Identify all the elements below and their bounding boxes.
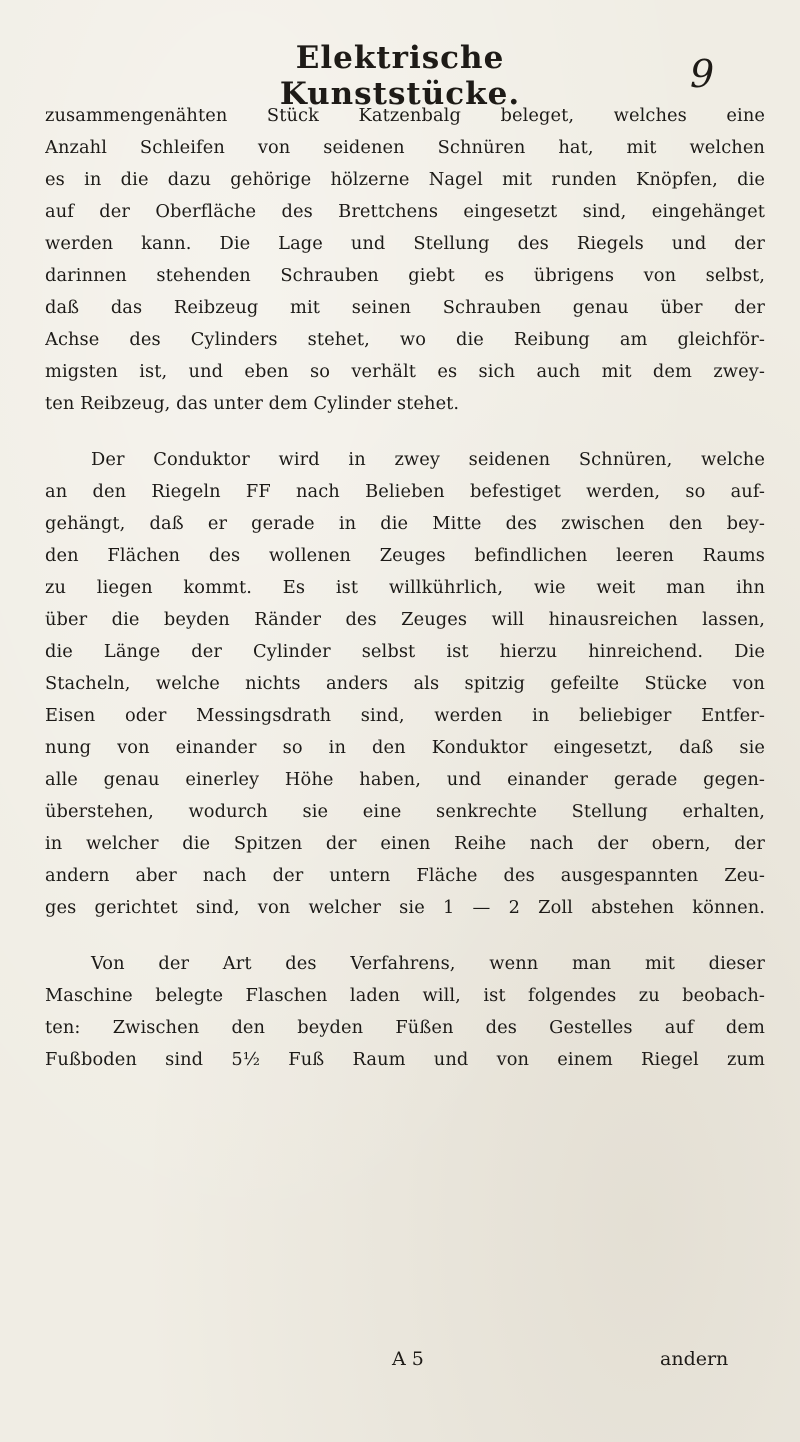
text-line: den Flächen des wollenen Zeuges befindlichen leeren Raums (45, 545, 765, 566)
body-text (45, 100, 765, 1076)
running-title: Elektrische Kunststücke. (279, 40, 521, 112)
paragraph-2 (45, 444, 765, 924)
text-line: ten Reibzeug, das unter dem Cylinder stehet. (45, 393, 460, 414)
text-line: Anzahl Schleifen von seidenen Schnüren hat, mit welchen (45, 137, 765, 158)
text-line: Stacheln, welche nichts anders als spitzig gefeilte Stücke von (45, 673, 765, 694)
text-line: nung von einander so in den Konduktor eingesetzt, daß sie (45, 737, 765, 758)
text-line: andern aber nach der untern Fläche des ausgespannten Zeu- (45, 865, 765, 886)
text-line: ges gerichtet sind, von welcher sie 1 — 2 Zoll abstehen können. (45, 897, 765, 918)
text-line: daß das Reibzeug mit seinen Schrauben genau über der (45, 297, 765, 318)
catchword: andern (660, 1348, 729, 1370)
text-line: migsten ist, und eben so verhält es sich auch mit dem zwey- (45, 361, 765, 382)
paragraph-gap (45, 420, 765, 444)
text-line: Fußboden sind 5½ Fuß Raum und von einem Riegel zum (45, 1049, 765, 1070)
text-line: über die beyden Ränder des Zeuges will hinausreichen lassen, (45, 609, 765, 630)
paragraph-1 (45, 100, 765, 420)
text-line: darinnen stehenden Schrauben giebt es übrigens von selbst, (45, 265, 765, 286)
text-line: auf der Oberfläche des Brettchens eingesetzt sind, eingehänget (45, 201, 765, 222)
paragraph-3 (45, 948, 765, 1076)
text-line: zusammengenähten Stück Katzenbalg beleget, welches eine (45, 105, 765, 126)
page-number: 9 (690, 52, 715, 96)
text-line: Maschine belegte Flaschen laden will, ist folgendes zu beobach- (45, 985, 765, 1006)
text-line: überstehen, wodurch sie eine senkrechte Stellung erhalten, (45, 801, 765, 822)
paragraph-gap (45, 924, 765, 948)
text-line: werden kann. Die Lage und Stellung des Riegels und der (45, 233, 765, 254)
text-line: Der Conduktor wird in zwey seidenen Schnüren, welche (91, 449, 765, 470)
footer (0, 1348, 800, 1388)
signature-mark: A 5 (392, 1348, 424, 1370)
text-line: alle genau einerley Höhe haben, und einander gerade gegen- (45, 769, 765, 790)
text-line: es in die dazu gehörige hölzerne Nagel mit runden Knöpfen, die (45, 169, 765, 190)
running-head (0, 40, 800, 112)
text-line: Von der Art des Verfahrens, wenn man mit dieser (91, 953, 765, 974)
text-line: an den Riegeln FF nach Belieben befestiget werden, so auf- (45, 481, 765, 502)
text-line: Achse des Cylinders stehet, wo die Reibung am gleichför- (45, 329, 765, 350)
text-line: zu liegen kommt. Es ist willkührlich, wie weit man ihn (45, 577, 765, 598)
text-line: ten: Zwischen den beyden Füßen des Gestelles auf dem (45, 1017, 765, 1038)
text-line: Eisen oder Messingsdrath sind, werden in beliebiger Entfer- (45, 705, 765, 726)
text-line: die Länge der Cylinder selbst ist hierzu hinreichend. Die (45, 641, 765, 662)
text-line: gehängt, daß er gerade in die Mitte des zwischen den bey- (45, 513, 765, 534)
text-line: in welcher die Spitzen der einen Reihe nach der obern, der (45, 833, 765, 854)
